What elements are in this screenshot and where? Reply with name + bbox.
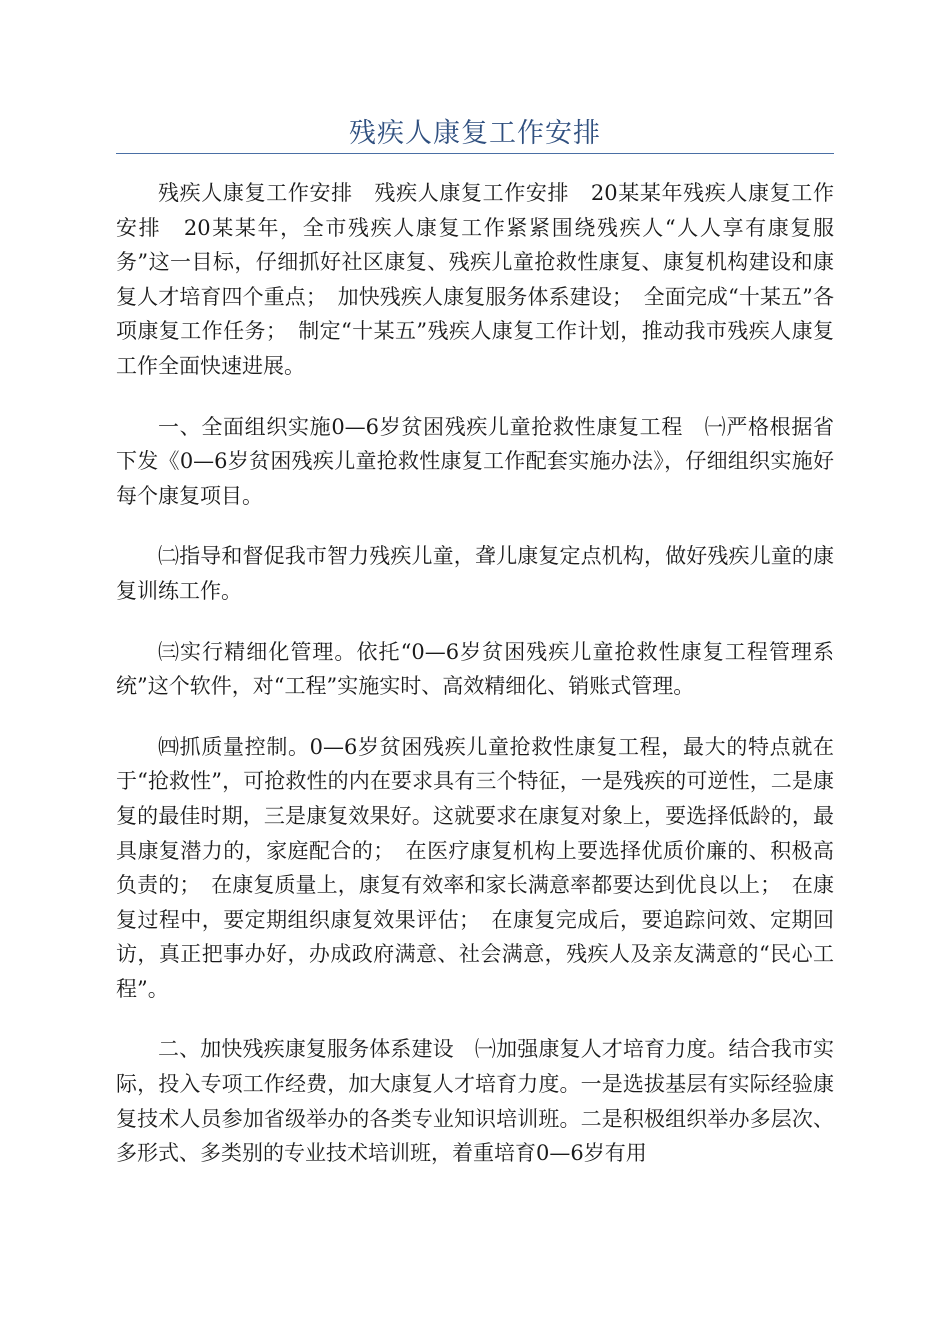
document-title: 残疾人康复工作安排 — [349, 118, 601, 149]
paragraph-section-1: 一、全面组织实施0—6岁贫困残疾儿童抢救性康复工程 ㈠严格根据省下发《0—6岁贫困残疾儿童抢救性康复工作配套实施办法》，仔细组织实施好每个康复项目。 — [116, 414, 834, 508]
document-body — [116, 176, 834, 1197]
paragraph-section-1-item-4: ㈣抓质量控制。0—6岁贫困残疾儿童抢救性康复工程，最大的特点就在于“抢救性”，可抢救性的内在要求具有三个特征，一是残疾的可逆性，二是康复的最佳时期，三是康复效果好。这就要求在康复对象上，要选择低龄的，最具康复潜力的，家庭配合的； 在医疗康复机构上要选择优质价廉的、积极高负责的； 在康复质量上，康复有效率和家长满意率都要达到优良以上； 在康复过程中，要定期组织康复效果评估； 在康复完成后，要追踪问效、定期回访，真正把事办好，办成政府满意、社会满意，残疾人及亲友满意的“民心工程”。 — [116, 734, 834, 1001]
title-underline — [116, 153, 834, 154]
paragraph-section-1-item-2: ㈡指导和督促我市智力残疾儿童，聋儿康复定点机构，做好残疾儿童的康复训练工作。 — [116, 544, 834, 603]
paragraph-intro: 残疾人康复工作安排 残疾人康复工作安排 20某某年残疾人康复工作安排 20某某年，全市残疾人康复工作紧紧围绕残疾人“人人享有康复服务”这一目标，仔细抓好社区康复、残疾儿童抢救性康复、康复机构建设和康复人才培育四个重点； 加快残疾人康复服务体系建设； 全面完成“十某五”各项康复工作任务； 制定“十某五”残疾人康复工作计划，推动我市残疾人康复工作全面快速进展。 — [116, 181, 834, 378]
paragraph-section-2: 二、加快残疾康复服务体系建设 ㈠加强康复人才培育力度。结合我市实际，投入专项工作经费，加大康复人才培育力度。一是选拔基层有实际经验康复技术人员参加省级举办的各类专业知识培训班。二是积极组织举办多层次、多形式、多类别的专业技术培训班，着重培育0—6岁有用 — [116, 1037, 834, 1166]
paragraph-section-1-item-3: ㈢实行精细化管理。依托“0—6岁贫困残疾儿童抢救性康复工程管理系统”这个软件，对“工程”实施实时、高效精细化、销账式管理。 — [116, 639, 834, 699]
